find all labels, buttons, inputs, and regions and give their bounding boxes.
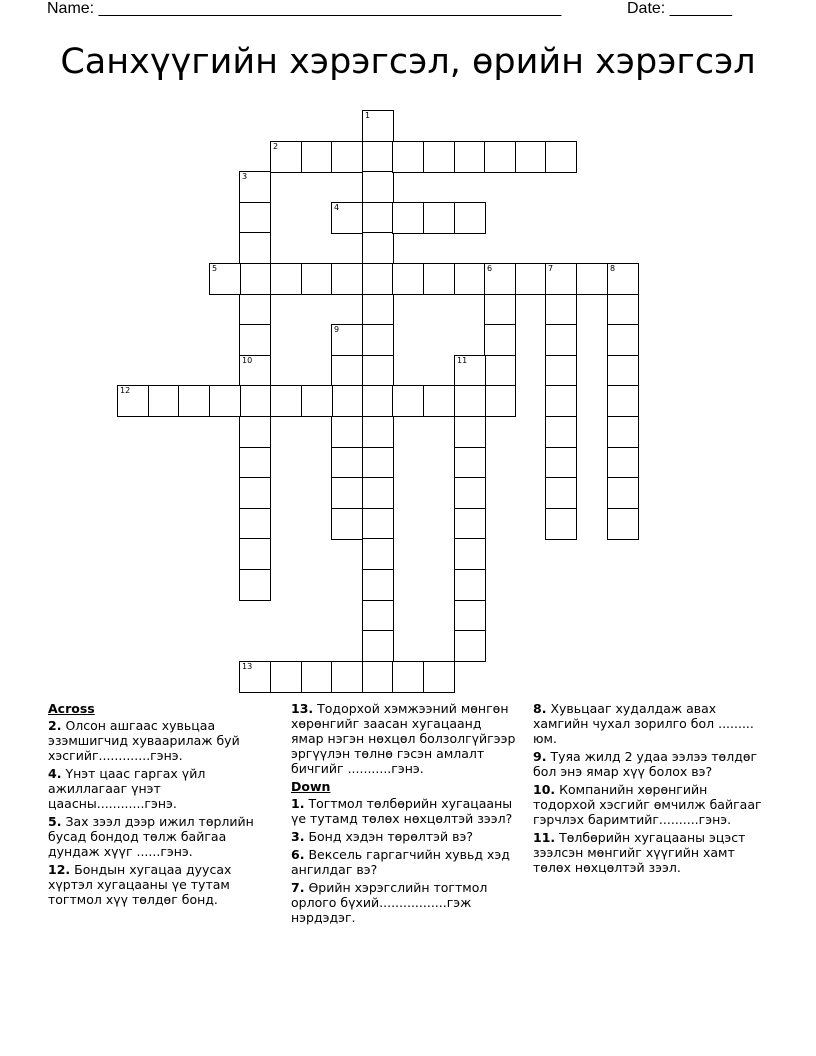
grid-cell[interactable] bbox=[331, 661, 363, 693]
clue-across-13: 13. Тодорхой хэмжээний мөнгөн хөрөнгийг заасан хугацаанд ямар нэгэн нөхцөл болзолгүйгээр эргүүлэн төлнө гэсэн амлалт бичгийг ...........гэнэ. bbox=[291, 701, 516, 776]
grid-cell[interactable] bbox=[362, 600, 394, 632]
grid-cell[interactable] bbox=[362, 630, 394, 662]
grid-cell[interactable] bbox=[209, 385, 241, 417]
grid-cell[interactable] bbox=[545, 477, 577, 509]
clue-across-12: 12. Бондын хугацаа дуусах хүртэл хугацааны үе тутам тогтмол хүү төлдөг бонд. bbox=[48, 862, 232, 907]
grid-cell[interactable] bbox=[545, 294, 577, 326]
grid-cell[interactable] bbox=[331, 202, 363, 234]
clue-number: 3 bbox=[242, 172, 248, 181]
clues-column-1 bbox=[48, 701, 273, 910]
grid-cell[interactable] bbox=[362, 477, 394, 509]
grid-cell[interactable] bbox=[607, 355, 639, 387]
grid-cell[interactable] bbox=[117, 385, 149, 417]
clue-across-4: 4. Үнэт цаас гаргах үйл ажиллагааг үнэт цаасны............гэнэ. bbox=[48, 766, 206, 811]
grid-cell[interactable] bbox=[362, 385, 394, 417]
header bbox=[47, 0, 747, 20]
date-line[interactable]: Date: _______ bbox=[627, 0, 732, 17]
grid-cell[interactable] bbox=[239, 385, 271, 417]
grid-cell[interactable] bbox=[270, 661, 302, 693]
grid-cell[interactable] bbox=[423, 202, 455, 234]
grid-cell[interactable] bbox=[392, 263, 424, 295]
grid-cell[interactable] bbox=[362, 416, 394, 448]
clue-down-3: 3. Бонд хэдэн төрөлтэй вэ? bbox=[291, 829, 473, 844]
clue-down-7: 7. Өрийн хэрэгслийн тогтмол орлого бүхий.................гэж нэрдэдэг. bbox=[291, 880, 488, 925]
grid-cell[interactable] bbox=[331, 141, 363, 173]
clue-number: 10 bbox=[242, 356, 253, 365]
grid-cell[interactable] bbox=[545, 141, 577, 173]
grid-cell[interactable] bbox=[239, 202, 271, 234]
grid-cell[interactable] bbox=[454, 416, 486, 448]
grid-cell[interactable] bbox=[148, 385, 180, 417]
clue-number: 5 bbox=[212, 264, 218, 273]
grid-cell[interactable] bbox=[331, 385, 363, 417]
grid-cell[interactable] bbox=[331, 416, 363, 448]
grid-cell[interactable] bbox=[515, 141, 547, 173]
clue-number: 12 bbox=[120, 386, 131, 395]
clue-number: 6 bbox=[487, 264, 493, 273]
grid-cell[interactable] bbox=[331, 508, 363, 540]
grid-cell[interactable] bbox=[515, 263, 547, 295]
grid-cell[interactable] bbox=[239, 355, 271, 387]
grid-cell[interactable] bbox=[239, 171, 271, 203]
grid-cell[interactable] bbox=[423, 141, 455, 173]
down-heading: Down bbox=[291, 779, 331, 794]
grid-cell[interactable] bbox=[454, 355, 486, 387]
grid-cell[interactable] bbox=[545, 447, 577, 479]
clue-number: 11 bbox=[457, 356, 468, 365]
grid-cell[interactable] bbox=[423, 263, 455, 295]
clues-column-3 bbox=[533, 701, 768, 878]
grid-cell[interactable] bbox=[484, 141, 516, 173]
grid-cell[interactable] bbox=[392, 385, 424, 417]
grid-cell[interactable] bbox=[239, 294, 271, 326]
grid-cell[interactable] bbox=[362, 661, 394, 693]
clue-across-5: 5. Зах зээл дээр ижил төрлийн бусад бондод төлж байгаа дундаж хүүг ......гэнэ. bbox=[48, 814, 254, 859]
clue-across-2: 2. Олсон ашгаас хувьцаа эзэмшигчид хуваарилаж буй хэсгийг.............гэнэ. bbox=[48, 718, 240, 763]
grid-cell[interactable] bbox=[454, 508, 486, 540]
grid-cell[interactable] bbox=[362, 110, 394, 142]
grid-cell[interactable] bbox=[484, 355, 516, 387]
grid-cell[interactable] bbox=[362, 141, 394, 173]
clue-number: 9 bbox=[334, 325, 340, 334]
clue-down-6: 6. Вексель гаргагчийн хувьд хэд ангилдаг вэ? bbox=[291, 847, 510, 877]
grid-cell[interactable] bbox=[178, 385, 210, 417]
clue-number: 8 bbox=[610, 264, 616, 273]
grid-cell[interactable] bbox=[484, 263, 516, 295]
grid-cell[interactable] bbox=[454, 630, 486, 662]
clue-down-10: 10. Компанийн хөрөнгийн тодорхой хэсгийг өмчилж байгааг гэрчлэх баримтийг..........гэнэ. bbox=[533, 782, 762, 827]
grid-cell[interactable] bbox=[301, 141, 333, 173]
grid-cell[interactable] bbox=[607, 447, 639, 479]
clue-down-11: 11. Төлбөрийн хугацааны эцэст зээлсэн мөнгийг хүүгийн хамт төлөх нөхцөлтэй зээл. bbox=[533, 830, 746, 875]
grid-cell[interactable] bbox=[607, 477, 639, 509]
grid-cell[interactable] bbox=[454, 477, 486, 509]
grid-cell[interactable] bbox=[484, 385, 516, 417]
grid-cell[interactable] bbox=[331, 447, 363, 479]
grid-cell[interactable] bbox=[301, 661, 333, 693]
grid-cell[interactable] bbox=[362, 263, 394, 295]
grid-cell[interactable] bbox=[362, 171, 394, 203]
grid-cell[interactable] bbox=[545, 355, 577, 387]
grid-cell[interactable] bbox=[545, 263, 577, 295]
grid-cell[interactable] bbox=[270, 141, 302, 173]
grid-cell[interactable] bbox=[331, 355, 363, 387]
clue-down-9: 9. Туяа жилд 2 удаа ээлээ төлдөг бол энэ ямар хүү болох вэ? bbox=[533, 749, 758, 779]
grid-cell[interactable] bbox=[239, 661, 271, 693]
grid-cell[interactable] bbox=[392, 661, 424, 693]
grid-cell[interactable] bbox=[607, 385, 639, 417]
grid-cell[interactable] bbox=[576, 263, 608, 295]
grid-cell[interactable] bbox=[331, 263, 363, 295]
grid-cell[interactable] bbox=[454, 385, 486, 417]
puzzle-title: Санхүүгийн хэрэгсэл, өрийн хэрэгсэл bbox=[60, 42, 756, 82]
clue-number: 13 bbox=[242, 662, 253, 671]
grid-cell[interactable] bbox=[331, 324, 363, 356]
clue-number: 2 bbox=[273, 142, 279, 151]
grid-cell[interactable] bbox=[392, 141, 424, 173]
grid-cell[interactable] bbox=[362, 447, 394, 479]
grid-cell[interactable] bbox=[545, 416, 577, 448]
grid-cell[interactable] bbox=[454, 141, 486, 173]
clue-number: 1 bbox=[365, 111, 371, 120]
clues-column-2 bbox=[291, 701, 516, 928]
grid-cell[interactable] bbox=[392, 202, 424, 234]
grid-cell[interactable] bbox=[239, 508, 271, 540]
grid-cell[interactable] bbox=[209, 263, 241, 295]
grid-cell[interactable] bbox=[239, 232, 271, 264]
clue-down-8: 8. Хувьцааг худалдаж авах хамгийн чухал зорилго бол ......... юм. bbox=[533, 701, 754, 746]
grid-cell[interactable] bbox=[607, 416, 639, 448]
grid-cell[interactable] bbox=[484, 294, 516, 326]
grid-cell[interactable] bbox=[362, 355, 394, 387]
grid-cell[interactable] bbox=[362, 508, 394, 540]
grid-cell[interactable] bbox=[545, 385, 577, 417]
grid-cell[interactable] bbox=[239, 538, 271, 570]
grid-cell[interactable] bbox=[362, 202, 394, 234]
grid-cell[interactable] bbox=[607, 324, 639, 356]
grid-cell[interactable] bbox=[607, 294, 639, 326]
grid-cell[interactable] bbox=[423, 661, 455, 693]
grid-cell[interactable] bbox=[607, 263, 639, 295]
grid-cell[interactable] bbox=[301, 263, 333, 295]
clue-down-1: 1. Тогтмол төлбөрийн хугацааны үе тутамд төлөх нөхцөлтэй зээл? bbox=[291, 796, 513, 826]
grid-cell[interactable] bbox=[239, 416, 271, 448]
grid-cell[interactable] bbox=[454, 263, 486, 295]
across-heading: Across bbox=[48, 701, 95, 716]
grid-cell[interactable] bbox=[454, 202, 486, 234]
grid-cell[interactable] bbox=[270, 385, 302, 417]
grid-cell[interactable] bbox=[362, 569, 394, 601]
grid-cell[interactable] bbox=[301, 385, 333, 417]
grid-cell[interactable] bbox=[239, 477, 271, 509]
grid-cell[interactable] bbox=[484, 324, 516, 356]
grid-cell[interactable] bbox=[239, 263, 271, 295]
clue-number: 7 bbox=[548, 264, 554, 273]
grid-cell[interactable] bbox=[270, 263, 302, 295]
grid-cell[interactable] bbox=[362, 324, 394, 356]
grid-cell[interactable] bbox=[423, 385, 455, 417]
grid-cell[interactable] bbox=[331, 477, 363, 509]
clue-number: 4 bbox=[334, 203, 340, 212]
grid-cell[interactable] bbox=[607, 508, 639, 540]
grid-cell[interactable] bbox=[362, 294, 394, 326]
grid-cell[interactable] bbox=[454, 447, 486, 479]
grid-cell[interactable] bbox=[454, 600, 486, 632]
grid-cell[interactable] bbox=[545, 508, 577, 540]
grid-cell[interactable] bbox=[454, 538, 486, 570]
grid-cell[interactable] bbox=[454, 569, 486, 601]
grid-cell[interactable] bbox=[239, 447, 271, 479]
grid-cell[interactable] bbox=[239, 324, 271, 356]
grid-cell[interactable] bbox=[362, 232, 394, 264]
grid-cell[interactable] bbox=[362, 538, 394, 570]
grid-cell[interactable] bbox=[545, 324, 577, 356]
grid-cell[interactable] bbox=[239, 569, 271, 601]
name-line[interactable]: Name: ____________________________________________________ bbox=[47, 0, 562, 17]
